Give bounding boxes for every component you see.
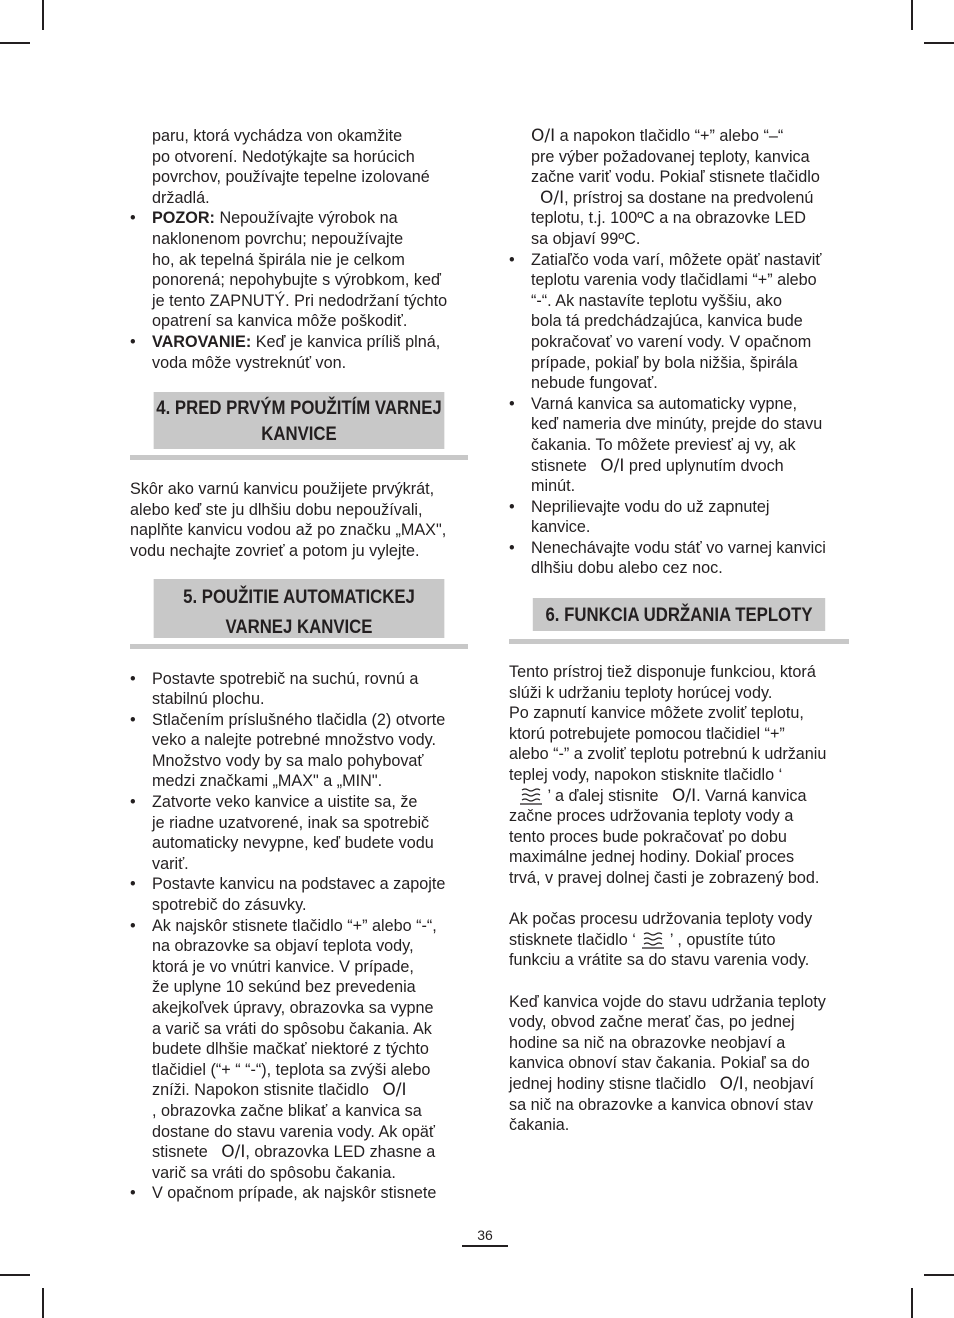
section-6-heading: [533, 598, 825, 631]
text-line: tento proces bude pokračovať po dobu: [509, 827, 787, 846]
text-line: keď nameria dve minúty, prejde do stavu: [531, 415, 823, 434]
text-line: že uplyne 10 sekúnd bez prevedenia: [152, 978, 416, 997]
text-line: budete dlhšie mačkať niektoré z týchto: [152, 1040, 429, 1059]
text-line: stabilnú plochu.: [152, 690, 265, 709]
text-line: jednej hodiny stisne tlačidlo: [509, 1074, 707, 1093]
bullet-r1: [509, 250, 849, 394]
text-line: automaticky nevypne, keď budete vodu: [152, 834, 434, 853]
text-line: pred uplynutím dvoch: [624, 456, 784, 475]
keep-warm-icon: [518, 786, 544, 806]
power-icon: O/I: [382, 1080, 407, 1101]
text-line: Tento prístroj tiež disponuje funkciou, ktorá: [509, 663, 816, 682]
text-line: dostane do stavu varenia vody. Ak opäť: [152, 1122, 435, 1141]
bullet-1: [130, 669, 468, 710]
text-line: , obrazovka LED zhasne a: [245, 1143, 436, 1162]
text-line: držadlá.: [152, 188, 210, 207]
text-line: vody, obvod začne merať čas, po jednej: [509, 1013, 795, 1032]
crop-mark: [911, 1288, 913, 1318]
text-line: pokračovať vo varení vody. V opačnom: [531, 332, 812, 351]
text-line: • Zatvorte veko kanvice a uistite sa, že: [152, 793, 418, 812]
section-5-heading: [154, 579, 445, 638]
text-line: . Varná kanvica: [696, 786, 807, 805]
text-line: variť.: [152, 854, 189, 873]
text-line: akejkoľvek úpravy, obrazovka sa vypne: [152, 999, 434, 1017]
text-line: ktorú potrebujete pomocou tlačidiel “+”: [509, 724, 785, 743]
text-line: slúži k udržaniu teploty horúcej vody.: [509, 683, 773, 702]
text-line: kanvice.: [531, 518, 591, 537]
text-line: alebo keď ste ju dlhšiu dobu nepoužívali,: [130, 500, 423, 519]
bullet-6: [130, 1183, 468, 1204]
text-line: zníži. Napokon stisnite tlačidlo: [152, 1081, 369, 1100]
text-line: • Postavte kanvicu na podstavec a zapojte: [152, 875, 446, 894]
text-line: ktorá je vo vnútri kanvice. V prípade,: [152, 957, 414, 976]
power-icon: O/I: [221, 1142, 246, 1163]
text-line: Skôr ako varnú kanvicu použijete prvýkrát,: [130, 480, 435, 499]
text-line: bola tá predchádzajúca, kanvica bude: [531, 312, 803, 331]
text-line: Keď je kanvica príliš plná,: [251, 332, 441, 351]
crop-mark: [42, 1288, 44, 1318]
continued-paragraph: [509, 126, 849, 250]
heading-line: VARNEJ KANVICE: [225, 615, 373, 638]
heading-line: 6. FUNKCIA UDRŽANIA TEPLOTY: [545, 604, 813, 627]
text-line: maximálne jednej hodiny. Dokiaľ proces: [509, 848, 795, 867]
bullet-r4: [509, 538, 849, 579]
text-line: nebude fungovať.: [531, 374, 658, 393]
bullet-r2: [509, 394, 849, 497]
intro-paragraph: [130, 126, 468, 208]
text-line: hodine sa nič na obrazovke neobjaví a: [509, 1033, 786, 1052]
bullet-3: [130, 792, 468, 874]
text-line: funkciu a vrátite sa do stavu varenia vody.: [509, 951, 810, 970]
crop-mark: [911, 0, 913, 30]
text-line: povrchov, používajte tepelne izolované: [152, 168, 430, 187]
text-line: a napokon tlačidlo “+” alebo “–“: [555, 127, 784, 145]
text-line: teplej vody, napokon stisknite tlačidlo ‘: [509, 766, 783, 785]
text-line: naplňte kanvicu vodou až po značku „MAX",: [130, 521, 447, 540]
text-line: • Postavte spotrebič na suchú, rovnú a: [152, 669, 419, 688]
text-line: stisnete: [531, 456, 587, 475]
text-line: opatrení sa kanvica môže poškodiť.: [152, 312, 408, 331]
text-line: • Ak najskôr stisnete tlačidlo “+” alebo “-“,: [152, 916, 437, 935]
power-icon: O/I: [672, 785, 697, 806]
text-line: dlhšiu dobu alebo cez noc.: [531, 559, 723, 578]
power-icon: O/I: [600, 455, 625, 476]
heading-line: 4. PRED PRVÝM POUŽITÍM VARNEJ: [156, 397, 442, 420]
text-line: teplotu, t.j. 100ºC a na obrazovke LED: [531, 209, 806, 228]
page-number: 36: [477, 1227, 493, 1243]
text-line: na obrazovke sa objaví teplota vody,: [152, 937, 414, 956]
text-line: vodu nechajte zovrieť a potom ju vylejte.: [130, 541, 420, 560]
text-line: trvá, v pravej dolnej časti je zobrazený bod.: [509, 869, 820, 887]
section-6-body-1: [509, 662, 849, 889]
crop-mark: [42, 0, 44, 30]
text-line: sa objaví 99ºC.: [531, 229, 641, 248]
text-line: Množstvo vody by sa malo pohybovať: [152, 751, 424, 770]
bullet-4: [130, 874, 468, 915]
text-line: je riadne uzatvorené, inak sa spotrebič: [152, 813, 430, 832]
text-line: spotrebič do zásuvky.: [152, 896, 307, 915]
power-icon: O/I: [540, 187, 565, 208]
text-line: naklonenom povrchu; nepoužívajte: [152, 229, 404, 248]
right-column: [509, 126, 849, 1136]
text-line: Keď kanvica vojde do stavu udržania teploty: [509, 992, 826, 1011]
text-line: teplotu varenia vody tlačidlami “+” alebo: [531, 271, 817, 290]
text-line: čakania.: [509, 1116, 570, 1135]
text-line: minút.: [531, 477, 576, 496]
text-line: • Neprilievajte vodu do už zapnutej: [531, 497, 770, 516]
page-number-rule: [462, 1245, 508, 1247]
text-line: začne variť vodu. Pokiaľ stisnete tlačidlo: [531, 168, 820, 187]
text-line: stisnete: [152, 1143, 208, 1162]
text-line: tlačidiel (“+ “ “-“), teplota sa zvýši alebo: [152, 1060, 431, 1079]
section-6-body-2: [509, 909, 849, 971]
varovanie-label: VAROVANIE:: [152, 332, 252, 351]
section-6-body-3: [509, 992, 849, 1136]
text-line: sa nič na obrazovke a kanvica obnoví stav: [509, 1095, 814, 1114]
heading-line: KANVICE: [261, 423, 337, 446]
text-line: ’ a ďalej stisnite: [547, 786, 659, 805]
text-line: • Stlačením príslušného tlačidla (2) otvorte: [152, 710, 446, 729]
crop-mark: [924, 42, 954, 44]
text-line: • Nenechávajte vodu stáť vo varnej kanvici: [531, 538, 826, 557]
text-line: veko a nalejte potrebné množstvo vody.: [152, 731, 437, 750]
text-line: začne proces udržovania teploty vody a: [509, 807, 794, 826]
crop-mark: [0, 1274, 30, 1276]
text-line: a varič sa vráti do spôsobu čakania. Ak: [152, 1019, 432, 1038]
text-line: Ak počas procesu udržovania teploty vody: [509, 910, 813, 929]
text-line: stisknete tlačidlo ‘: [509, 930, 636, 949]
bullet-r3: [509, 497, 849, 538]
bullet-pozor: [130, 208, 468, 332]
crop-mark: [0, 42, 30, 44]
power-icon: O/I: [531, 126, 556, 146]
text-line: ponorená; nepohybujte s výrobkom, keď: [152, 271, 441, 290]
text-line: medzi značkami „MAX" a „MIN".: [152, 772, 383, 791]
text-line: varič sa vráti do spôsobu čakania.: [152, 1163, 396, 1182]
text-line: , neobjaví: [743, 1074, 814, 1093]
text-line: Nepoužívajte výrobok na: [214, 209, 398, 228]
text-line: • Zatiaľčo voda varí, môžete opäť nastaviť: [531, 250, 822, 269]
text-line: paru, ktorá vychádza von okamžite: [152, 127, 403, 145]
bullet-varovanie: [130, 332, 468, 373]
section-4-heading: [154, 392, 445, 449]
section-4-body: [130, 479, 468, 561]
text-line: ’ , opustíte túto: [669, 930, 776, 949]
text-line: prípade, pokiaľ by bola nižšia, špirála: [531, 353, 798, 372]
text-line: • V opačnom prípade, ak najskôr stisnete: [152, 1184, 437, 1203]
text-line: po otvorení. Nedotýkajte sa horúcich: [152, 147, 415, 166]
text-line: , obrazovka začne blikať a kanvica sa: [152, 1101, 422, 1120]
text-line: • Varná kanvica sa automaticky vypne,: [531, 394, 798, 413]
text-line: Po zapnutí kanvice môžete zvoliť teplotu,: [509, 704, 804, 723]
text-line: pre výber požadovanej teploty, kanvica: [531, 147, 810, 166]
bullet-2: [130, 710, 468, 792]
bullet-5: [130, 916, 468, 1184]
text-line: ho, ak tepelná špirála nie je celkom: [152, 250, 405, 269]
crop-mark: [924, 1274, 954, 1276]
left-column: [130, 126, 468, 1204]
text-line: , prístroj sa dostane na predvolenú: [564, 188, 814, 207]
pozor-label: POZOR:: [152, 209, 215, 228]
keep-warm-icon: [640, 930, 666, 950]
text-line: alebo “-” a zvoliť teplotu potrebnú k udržaniu: [509, 745, 827, 764]
text-line: je tento ZAPNUTÝ. Pri nedodržaní týchto: [152, 291, 448, 310]
text-line: čakania. To môžete previesť aj vy, ak: [531, 435, 796, 454]
power-icon: O/I: [719, 1073, 744, 1094]
heading-line: 5. POUŽITIE AUTOMATICKEJ: [183, 585, 415, 608]
text-line: voda môže vystreknúť von.: [152, 353, 347, 372]
text-line: kanvica obnoví stav čakania. Pokiaľ sa do: [509, 1054, 810, 1073]
text-line: “-“. Ak nastavíte teplotu vyššiu, ako: [531, 291, 783, 310]
